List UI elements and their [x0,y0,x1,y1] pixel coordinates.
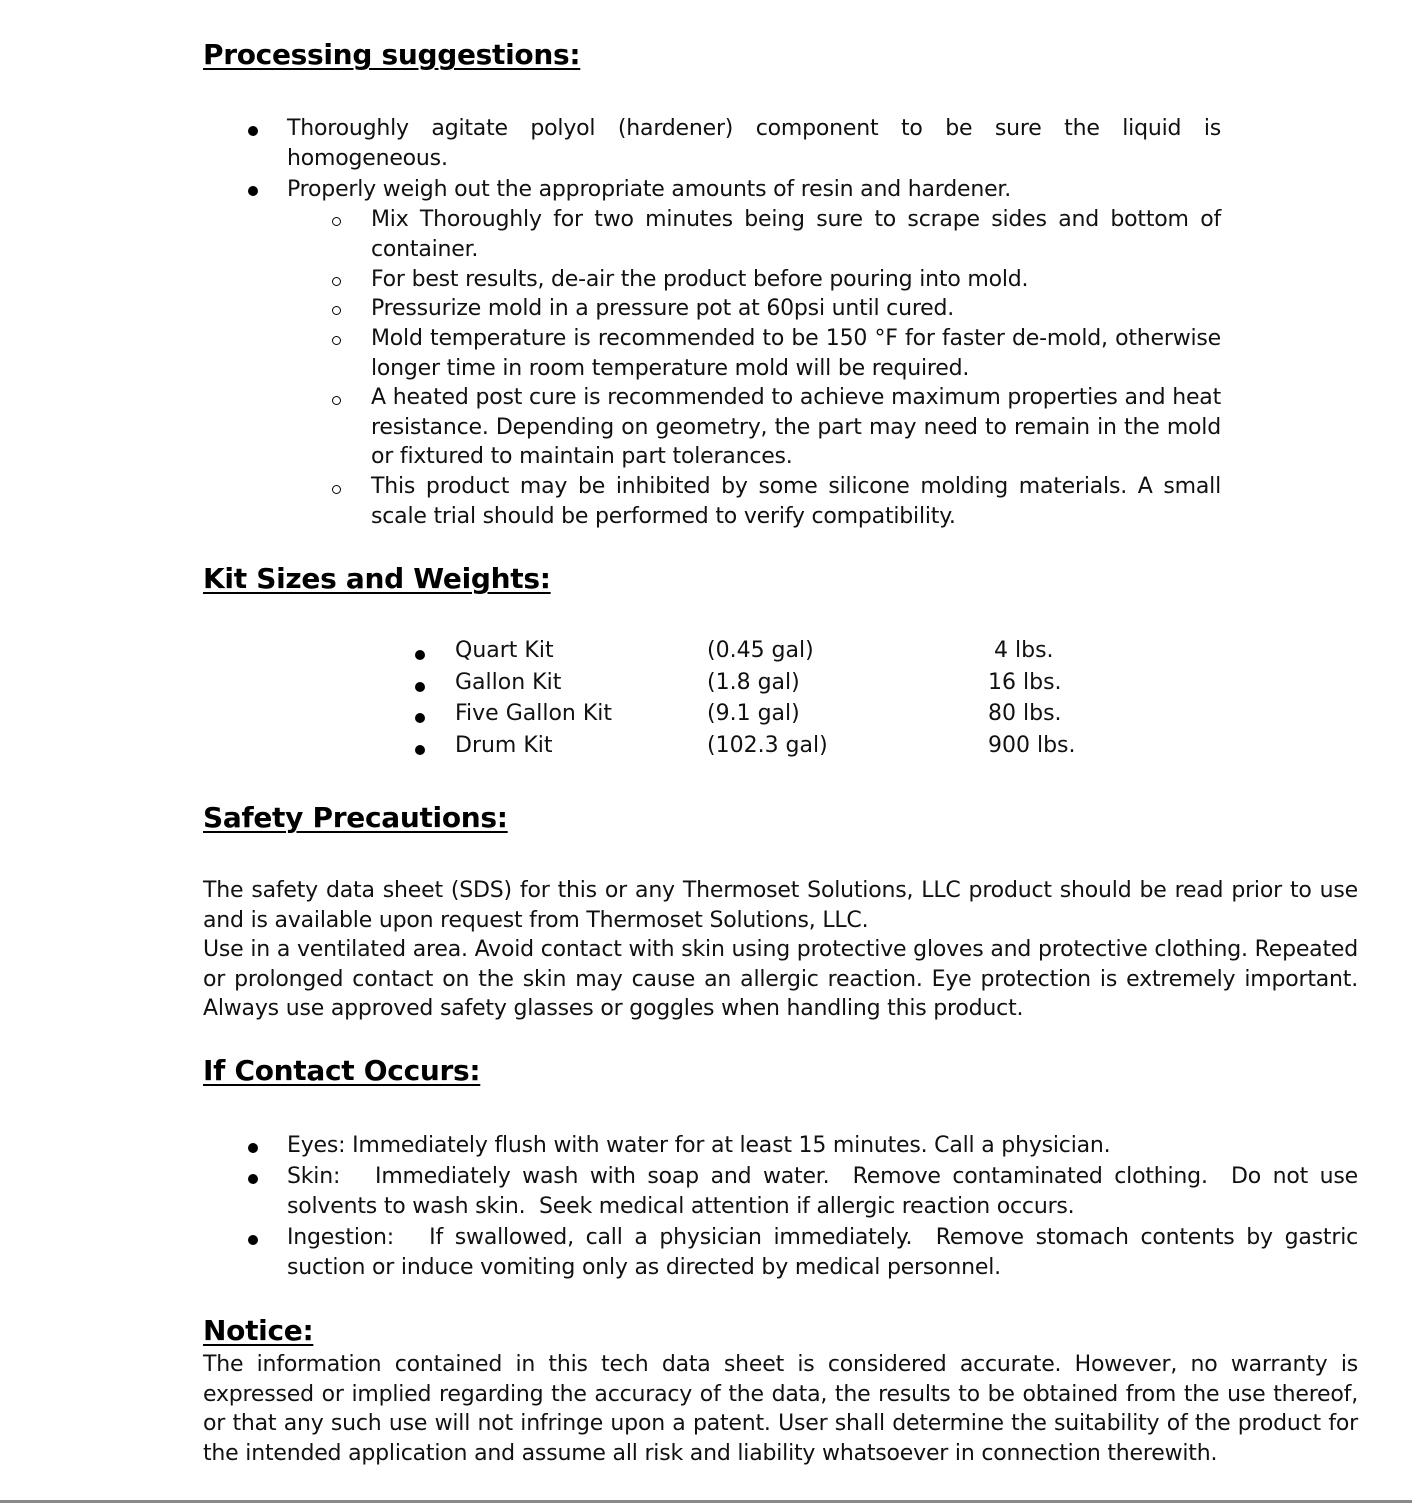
kit-sizes-table [410,638,1110,768]
safety-paragraph-1: The safety data sheet (SDS) for this or any Thermoset Solutions, LLC product should be read prior to use and is available upon request from Thermoset Solutions, LLC. [203,878,1358,933]
bullet-icon [248,1235,258,1245]
sub-list-item: Pressurize mold in a pressure pot at 60psi until cured. [371,296,955,321]
table-row [410,638,1110,670]
bullet-icon [415,682,425,692]
kit-sizes-heading: Kit Sizes and Weights: [203,562,551,595]
circle-bullet-icon [332,396,341,405]
kit-volume: (102.3 gal) [707,733,828,758]
sub-list-item: This product may be inhibited by some silicone molding materials. A small scale trial should be performed to verify compatibility. [371,474,1221,529]
kit-weight: 4 lbs. [994,638,1054,663]
list-item: Thoroughly agitate polyol (hardener) component to be sure the liquid is homogeneous. [287,116,1221,171]
bullet-icon [415,650,425,660]
notice-paragraph: The information contained in this tech data sheet is considered accurate. However, no warranty is expressed or implied regarding the accuracy of the data, the results to be obtained from the use thereof, or that any such use will not infringe upon a patent. User shall determine the suitability of the product for the intended application and assume all risk and liability whatsoever in connection therewith. [203,1352,1358,1467]
list-item: Ingestion: If swallowed, call a physician immediately. Remove stomach contents by gastric suction or induce vomiting only as directed by medical personnel. [287,1225,1365,1280]
bullet-icon [415,713,425,723]
table-row [410,701,1110,733]
table-row [410,733,1110,765]
circle-bullet-icon [332,217,341,226]
kit-name: Gallon Kit [455,670,562,695]
circle-bullet-icon [332,277,341,286]
kit-volume: (1.8 gal) [707,670,800,695]
bullet-icon [248,126,258,136]
kit-name: Drum Kit [455,733,553,758]
circle-bullet-icon [332,306,341,315]
table-row [410,670,1110,702]
bullet-icon [248,1174,258,1184]
sub-list-item: For best results, de-air the product before pouring into mold. [371,267,1029,292]
bullet-icon [248,186,258,196]
sub-list-item: Mix Thoroughly for two minutes being sure to scrape sides and bottom of container. [371,207,1221,262]
circle-bullet-icon [332,336,341,345]
kit-weight: 16 lbs. [988,670,1062,695]
kit-weight: 80 lbs. [988,701,1062,726]
bullet-icon [248,1143,258,1153]
contact-heading: If Contact Occurs: [203,1054,481,1087]
kit-name: Five Gallon Kit [455,701,613,726]
kit-volume: (0.45 gal) [707,638,814,663]
processing-heading: Processing suggestions: [203,38,581,71]
sub-list-item: Mold temperature is recommended to be 150 °F for faster de-mold, otherwise longer time in room temperature mold will be required. [371,326,1221,381]
list-item: Properly weigh out the appropriate amounts of resin and hardener. [287,177,1012,202]
safety-paragraph-2: Use in a ventilated area. Avoid contact with skin using protective gloves and protective clothing. Repeated or prolonged contact on the skin may cause an allergic reaction. Eye protection is extremely important. Always use approved safety glasses or goggles when handling this product. [203,937,1358,1022]
safety-heading: Safety Precautions: [203,801,508,834]
list-item: Eyes: Immediately flush with water for at least 15 minutes. Call a physician. [287,1133,1111,1158]
sub-list-item: A heated post cure is recommended to achieve maximum properties and heat resistance. Depending on geometry, the part may need to remain in the mold or fixtured to maintain part tolerances. [371,385,1221,470]
kit-name: Quart Kit [455,638,554,663]
kit-volume: (9.1 gal) [707,701,800,726]
notice-heading: Notice: [203,1314,314,1347]
circle-bullet-icon [332,485,341,494]
kit-weight: 900 lbs. [988,733,1076,758]
list-item: Skin: Immediately wash with soap and water. Remove contaminated clothing. Do not use solvents to wash skin. Seek medical attention if allergic reaction occurs. [287,1164,1365,1219]
bullet-icon [415,745,425,755]
